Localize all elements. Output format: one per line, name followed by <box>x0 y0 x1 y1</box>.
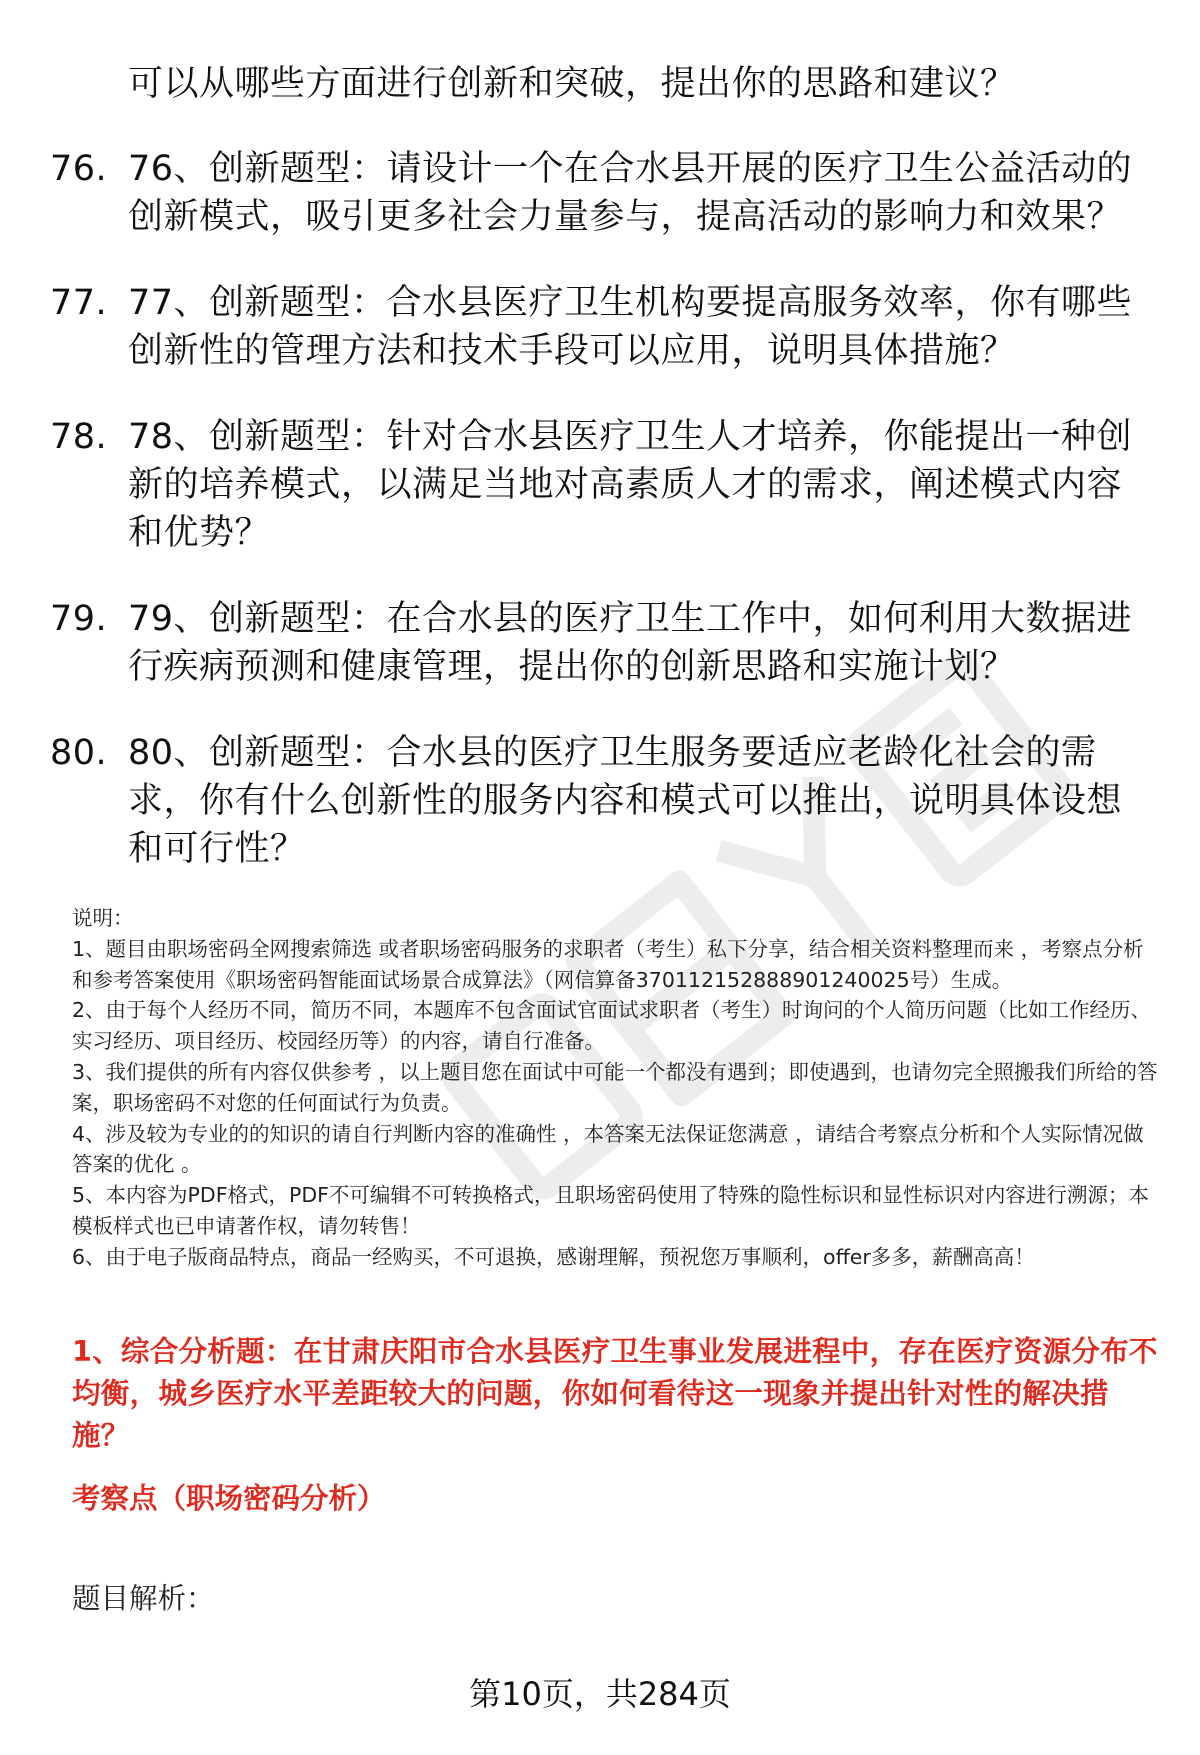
question-number: 77. <box>50 283 108 323</box>
notes-title: 说明： <box>72 906 134 930</box>
question-text: 79、创新题型：在合水县的医疗卫生工作中，如何利用大数据进行疾病预测和健康管理，提出你的创新思路和实施计划？ <box>128 599 1133 687</box>
analysis-question-heading: 1、综合分析题：在甘肃庆阳市合水县医疗卫生事业发展进程中，存在医疗资源分布不均衡，城乡医疗水平差距较大的问题，你如何看待这一现象并提出针对性的解决措施？ <box>72 1335 1158 1452</box>
question-number: 80. <box>50 733 108 773</box>
note-item: 4、涉及较为专业的的知识的请自行判断内容的准确性 ，本答案无法保证您满意 ，请结合考察点分析和个人实际情况做答案的优化 。 <box>72 1121 1144 1177</box>
question-list <box>50 145 1150 911</box>
analysis-label: 题目解析： <box>72 1582 215 1615</box>
question-number: 78. <box>50 417 108 457</box>
list-item <box>50 413 1150 557</box>
question-text: 76、创新题型：请设计一个在合水县开展的医疗卫生公益活动的创新模式，吸引更多社会力量参与，提高活动的影响力和效果？ <box>128 149 1133 237</box>
list-item <box>50 729 1150 873</box>
list-item <box>50 279 1150 375</box>
note-item: 1、题目由职场密码全网搜索筛选 或者职场密码服务的求职者（考生）私下分享，结合相关资料整理而来 ，考察点分析和参考答案使用《职场密码智能面试场景合成算法》（网信算备370112152888901240025号）生成。 <box>72 936 1144 992</box>
list-item <box>50 595 1150 691</box>
question-text: 80、创新题型：合水县的医疗卫生服务要适应老龄化社会的需求，你有什么创新性的服务内容和模式可以推出，说明具体设想和可行性？ <box>128 733 1123 869</box>
note-item: 5、本内容为PDF格式，PDF不可编辑不可转换格式，且职场密码使用了特殊的隐性标识和显性标识对内容进行溯源；本模板样式也已申请著作权，请勿转售！ <box>72 1183 1149 1238</box>
note-item: 2、由于每个人经历不同，简历不同，本题库不包含面试官面试求职者（考生）时询问的个人简历问题（比如工作经历、实习经历、项目经历、校园经历等）的内容，请自行准备。 <box>72 998 1152 1054</box>
exam-point-heading: 考察点（职场密码分析） <box>72 1482 386 1515</box>
note-item: 6、由于电子版商品特点，商品一经购买，不可退换，感谢理解，预祝您万事顺利，offer多多，薪酬高高！ <box>72 1244 1035 1269</box>
note-item: 3、我们提供的所有内容仅供参考 ，以上题目您在面试中可能一个都没有遇到；即使遇到，也请勿完全照搬我们所给的答案，职场密码不对您的任何面试行为负责。 <box>72 1059 1158 1115</box>
notes-section <box>72 903 1162 1273</box>
question-number: 79. <box>50 599 108 639</box>
question-text: 78、创新题型：针对合水县医疗卫生人才培养，你能提出一种创新的培养模式，以满足当地对高素质人才的需求，阐述模式内容和优势？ <box>128 417 1133 553</box>
page-footer: 第10页，共284页 <box>469 1675 731 1713</box>
question-text: 77、创新题型：合水县医疗卫生机构要提高服务效率，你有哪些创新性的管理方法和技术手段可以应用，说明具体措施？ <box>128 283 1133 371</box>
list-item <box>50 145 1150 241</box>
question-continuation: 可以从哪些方面进行创新和突破，提出你的思路和建议？ <box>128 64 1016 104</box>
question-number: 76. <box>50 149 108 189</box>
